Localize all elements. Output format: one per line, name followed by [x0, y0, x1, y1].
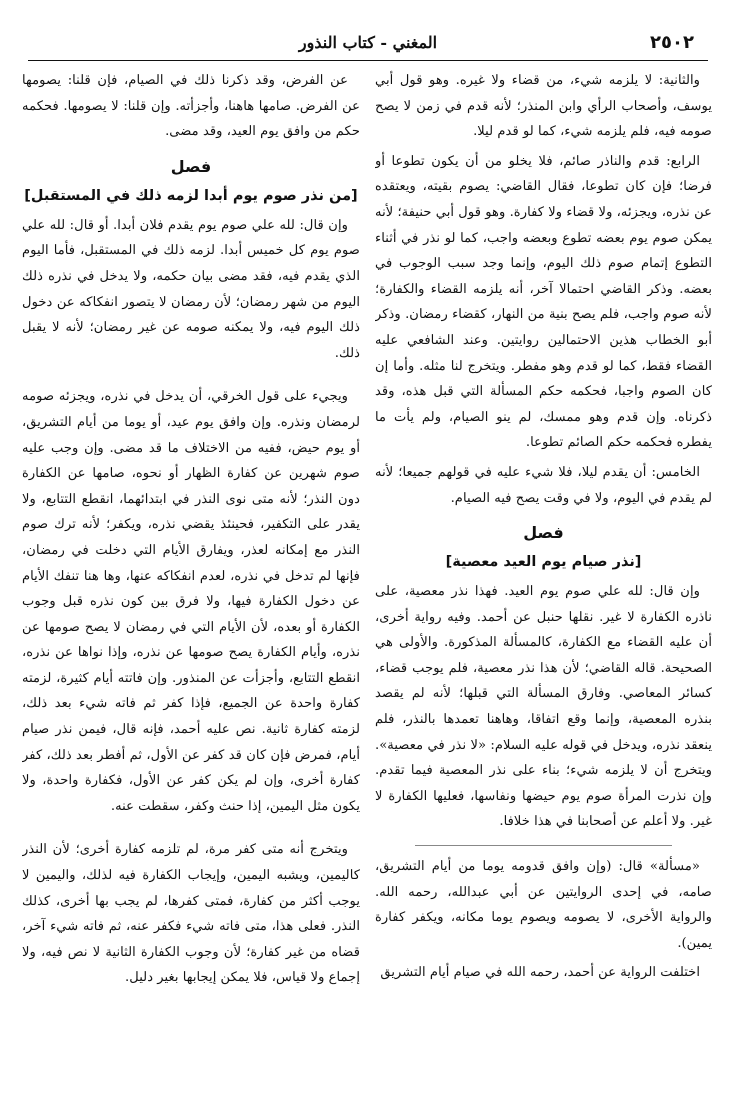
paragraph: ويجيء على قول الخرقي، أن يدخل في نذره، ويجزئه صومه لرمضان ونذره. وإن وافق يوم عيد، أو يوما من أيام التشريق، أو يوم حيض، ففيه من الاختلاف ما قد مضى. وإن وجب عليه صوم شهرين عن كفارة الظهار أو نحوه، صامها عن الكفارة دون النذر؛ لأنه متى نوى النذر في ابتدائهما، انقطع التتابع، ولا يقدر على التكفير، فحينئذ يقضي نذره، ويكفر؛ لأنه ترك صوم النذر مع إمكانه لعذر، ويفارق الأيام التي دخلت في رمضان، فإنها لم تدخل في نذره، لعدم انفكاكه عنها، وها هنا تنفك الأيام عن دخول الكفارة فيها، ولا فرق بين كون نذره قبل وجوب الكفارة أو بعده، لأن الأيام التي في رمضان لا يصح صومها عن نذره، وأيام الكفارة يصح صومها عن نذره، وإذا نواها عن نذره، انقطع التتابع، وأجزأت عن المنذور. وإن فاتته أيام كثيرة، لزمته كفارة واحدة عن الجميع، فإذا كفر ثم فاته شيء بعد ذلك، لزمته كفارة ثانية. نص عليه أحمد، فإنه قال، فيمن نذر صيام أيام، فمرض فإن كان قد كفر عن الأول، ثم أفطر بعد ذلك، كفر كفارة أخرى، وإن لم يكن كفر عن الأول، فكفارة واحدة، ولا يكون مثل اليمين، إذا حنث وكفر، سقطت عنه. [22, 389, 360, 814]
paragraph: وإن قال: لله علي صوم يوم يقدم فلان أبدا. أو قال: لله علي صوم يوم كل خميس أبدا. لزمه ذلك في المستقبل، فأما اليوم الذي يقدم فيه، فقد مضى بيان حكمه، ولا يدخل في نذره ذلك اليوم من شهر رمضان؛ لأن رمضان لا يتصور انفكاكه عن دخول ذلك اليوم فيه، ولا يمكنه صومه عن غير رمضان؛ لأنه لا يقبل ذلك. [22, 217, 360, 361]
paragraph: ويتخرج أنه متى كفر مرة، لم تلزمه كفارة أخرى؛ لأن النذر كاليمين، ويشبه اليمين، وإيجاب الكفارة فيه لذلك، واليمين لا يوجب أكثر من كفارة، فمتى كفرها، لم يجب بها أخرى، كذلك النذر. فعلى هذا، متى فاته شيء فكفر عنه، ثم فاته شيء آخر، قضاه من غير كفارة؛ لأن وجوب الكفارة الثانية لا نص فيه، ولا إجماع ولا قياس، فلا يمكن إيجابها بغير دليل. [22, 842, 360, 986]
running-title: المغني - كتاب النذور [298, 33, 438, 52]
paragraph: الرابع: قدم والناذر صائم، فلا يخلو من أن يكون تطوعا أو فرضا؛ فإن كان تطوعا، فقال القاضي: يصوم بقيته، ويعتقده عن نذره، ويجزئه، ولا قضاء ولا كفارة. وهو قول أبي حنيفة؛ لأنه يمكن صوم يوم بعضه تطوع وبعضه واجب، كما لو نذر في أثناء التطوع إتمام صوم ذلك اليوم، وإنما وجد سبب الوجوب في بعضه. وذكر القاضي احتمالا آخر، أنه يلزمه القضاء والكفارة؛ لأنه صوم واجب، فلم يصح بنية من النهار، كقضاء رمضان. وذكر أبو الخطاب هذين الاحتمالين روايتين. وعند الشافعي عليه القضاء فقط، كما لو قدم وهو مفطر. ويتخرج لنا مثله. وأما إن كان الصوم واجبا، فحكمه حكم المسألة التي قبل هذه، وقد ذكرناه. وإن قدم وهو ممسك، لم ينو الصيام، ولم يأت ما يفطره فحكمه حكم الصائم تطوعا. [375, 153, 712, 451]
right-column [375, 68, 712, 1078]
paragraph: عن الفرض، وقد ذكرنا ذلك في الصيام، فإن قلنا: يصومها عن الفرض. صامها هاهنا، وأجزأته. وإن قلنا: لا يصومها. فحكمه حكم من وافق يوم العيد، وقد مضى. [22, 73, 360, 140]
page-header [28, 30, 708, 61]
left-column [22, 68, 360, 1078]
section-subtitle: [نذر صيام يوم العيد معصية] [445, 554, 642, 571]
paragraph: والثانية: لا يلزمه شيء، من قضاء ولا غيره. وهو قول أبي يوسف، وأصحاب الرأي وابن المنذر؛ لأنه قدم في زمن لا يصح صومه فيه، فلم يلزمه شيء، كما لو قدم ليلا. [375, 73, 712, 140]
section-subtitle: [من نذر صوم يوم أبدا لزمه ذلك في المستقبل] [24, 187, 358, 204]
paragraph: اختلفت الرواية عن أحمد، رحمه الله في صيام أيام التشريق [380, 965, 700, 981]
section-heading: فصل [523, 523, 564, 543]
paragraph: الخامس: أن يقدم ليلا، فلا شيء عليه في قولهم جميعا؛ لأنه لم يقدم في اليوم، ولا في وقت يصح فيه الصيام. [375, 464, 712, 506]
divider [415, 845, 672, 846]
section-heading: فصل [170, 156, 212, 176]
paragraph: وإن قال: لله علي صوم يوم العيد. فهذا نذر معصية، على ناذره الكفارة لا غير. نقلها حنبل عن أحمد. وفيه رواية أخرى، أن عليه القضاء مع الكفارة، كالمسألة المذكورة. والأولى هي الصحيحة. قاله القاضي؛ لأن هذا نذر معصية، فلم يوجب قضاء، كسائر المعاصي. وفارق المسألة التي قبلها؛ لأنه لم يقصد بنذره المعصية، وإنما وقع اتفاقا، وهاهنا تعمدها بالنذر، فلم ينعقد نذره، ويدخل في قوله عليه السلام: «لا نذر في معصية». ويتخرج أن لا يلزمه شيء؛ بناء على نذر المعصية فيما تقدم. وإن نذرت المرأة صوم يوم حيضها ونفاسها، فعليها الكفارة لا غير. ولا أعلم عن أصحابنا في هذا خلافا. [375, 584, 712, 830]
issue-paragraph: «مسألة» قال: (وإن وافق قدومه يوما من أيام التشريق، صامه، في إحدى الروايتين عن أبي عبدالله، رحمه الله. والرواية الأخرى، لا يصومه ويصوم يوما مكانه، ويكفر كفارة يمين). [375, 859, 712, 951]
page-number: ٢٥٠٢ [650, 32, 694, 53]
